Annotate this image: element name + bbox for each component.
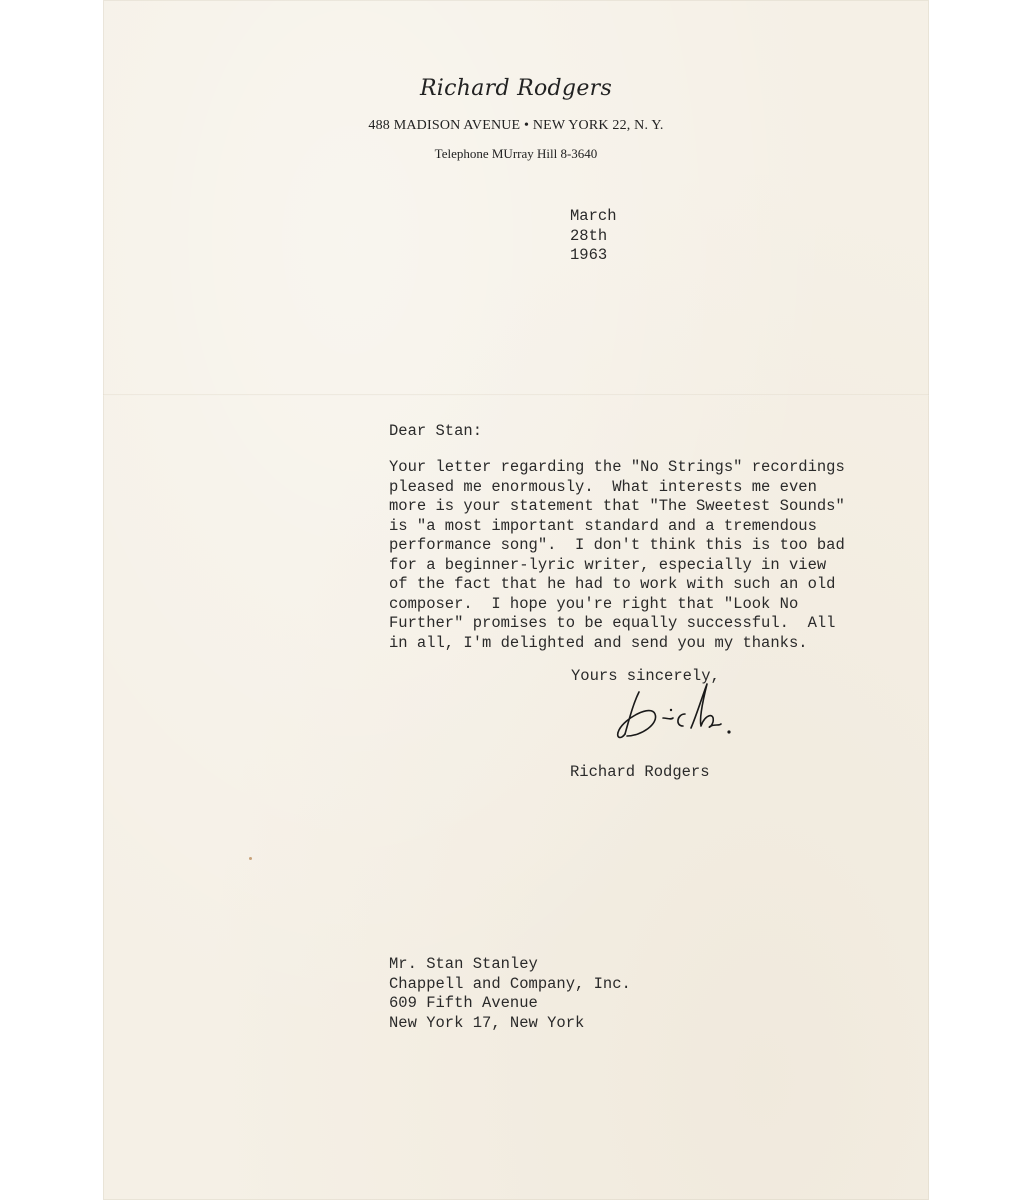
- body-line: is "a most important standard and a tremendous: [389, 516, 817, 535]
- body-line: Your letter regarding the "No Strings" recordings: [389, 458, 845, 476]
- recipient-address: [389, 955, 631, 1033]
- closing: Yours sincerely,: [571, 667, 720, 685]
- body-line: composer. I hope you're right that "Look No: [389, 594, 799, 613]
- salutation: Dear Stan:: [389, 422, 483, 440]
- body-line: of the fact that he had to work with such an old: [389, 575, 836, 593]
- letter-body: [389, 458, 845, 653]
- recipient-street: 609 Fifth Avenue: [389, 994, 538, 1012]
- body-line: for a beginner-lyric writer, especially in view: [389, 555, 827, 574]
- paper-fold-line: [103, 394, 929, 396]
- recipient-name: Mr. Stan Stanley: [389, 955, 538, 973]
- body-line: in all, I'm delighted and send you my thanks.: [389, 633, 808, 652]
- letter-sheet: [103, 0, 929, 1200]
- body-line: more is your statement that "The Sweetest Sounds": [389, 497, 845, 515]
- letterhead-telephone: Telephone MUrray Hill 8-3640: [434, 146, 598, 161]
- recipient-company: Chappell and Company, Inc.: [389, 974, 631, 993]
- date-month: March: [570, 207, 617, 225]
- date-day: 28th: [570, 226, 608, 245]
- body-line: Further" promises to be equally successful. All: [389, 614, 836, 632]
- body-line: performance song". I don't think this is too bad: [389, 536, 845, 554]
- date-year: 1963: [570, 246, 608, 264]
- letterhead-address: 488 MADISON AVENUE • NEW YORK 22, N. Y.: [368, 118, 664, 133]
- paper-speck: [249, 857, 252, 860]
- handwritten-signature: [611, 674, 741, 754]
- body-line: pleased me enormously. What interests me even: [389, 477, 817, 496]
- recipient-city: New York 17, New York: [389, 1013, 585, 1032]
- signer-name: Richard Rodgers: [570, 763, 710, 781]
- date-block: [570, 207, 617, 266]
- letterhead-name: Richard Rodgers: [419, 76, 613, 101]
